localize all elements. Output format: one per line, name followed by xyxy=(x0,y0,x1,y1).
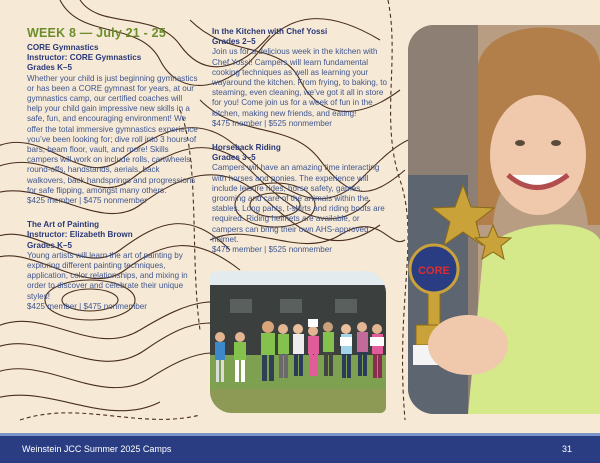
camp-grades: Grades K–5 xyxy=(27,63,72,73)
camp-description: Join us for a delicious week in the kitchen with Chef Yossi! Campers will learn fundamental cooking techniques as well as learning your wayaround the kitchen. From frying, to baking, to steaming, even cleaning, we’ve got it all in store for you! Come join us for a week of fun in the kitchen, making new friends, and eating! xyxy=(212,47,388,118)
camp-price: $425 member | $475 nonmember xyxy=(27,301,147,311)
gymnast-trophy-illustration xyxy=(408,25,600,414)
page-number: 31 xyxy=(561,444,572,454)
camp-listing xyxy=(212,143,392,255)
camp-instructor: Instructor: Elizabeth Brown xyxy=(27,230,133,240)
camp-price: $475 member | $525 nonmember xyxy=(212,245,332,255)
camp-grades: Grades K–5 xyxy=(27,240,72,250)
group-photo-illustration xyxy=(210,271,386,413)
camp-listing xyxy=(212,27,392,129)
footer-publication-title: Weinstein JCC Summer 2025 Camps xyxy=(22,444,172,454)
camp-title: Horseback Riding xyxy=(212,143,281,153)
camp-description: Campers will have an amazing time interacting with horses and ponies. The experience will include leisure rides, horse safety, games, grooming and care of the animals within the stables. Long pants, t-shirts and riding boots are required. Riding helmets are available, or campers can bring their own AHS-approved helmet. xyxy=(212,163,385,244)
camp-price: $475 member | $525 nonmember xyxy=(212,118,332,128)
gymnast-trophy-photo xyxy=(408,25,600,414)
camp-grades: Grades 3–5 xyxy=(212,153,256,163)
camp-grades: Grades 2–5 xyxy=(212,37,256,47)
camp-title: The Art of Painting xyxy=(27,220,100,230)
camp-title: CORE Gymnastics xyxy=(27,43,99,52)
page-footer xyxy=(0,433,600,463)
week-heading: WEEK 8 — July 21 - 25 xyxy=(27,26,166,40)
camp-price: $425 member | $475 nonmember xyxy=(27,196,147,206)
camp-description: Young artists will learn the art of painting by exploring different painting techniques, application, color relationships, and mixing in order to discover and celebrate their unique styles! xyxy=(27,250,188,301)
trophy-label: CORE xyxy=(418,265,450,277)
group-photo xyxy=(210,271,386,413)
camp-description: Whether your child is just beginning gymnastics or has been a CORE gymnast for years, at our gymnastics camp, our certified coaches will help your child gain impressive new skills in a safe, fun, and encouraging environment! We offer the total immersive gymnastics experience you’ve been looking for; dive roll into 3 hours of bars, beam floor, vault, and more! Skills campers will work on include rolls, cartwheels, round-offs, handstands, aerials, back walkovers, back handsprings and progressions for safe flipping, amongst many others. xyxy=(27,73,198,195)
camp-title: In the Kitchen with Chef Yossi xyxy=(212,27,328,36)
camp-instructor: Instructor: CORE Gymnastics xyxy=(27,53,142,63)
middle-column xyxy=(212,27,392,269)
camp-listing xyxy=(27,43,199,206)
camp-listing xyxy=(27,220,199,312)
left-column xyxy=(27,43,199,326)
